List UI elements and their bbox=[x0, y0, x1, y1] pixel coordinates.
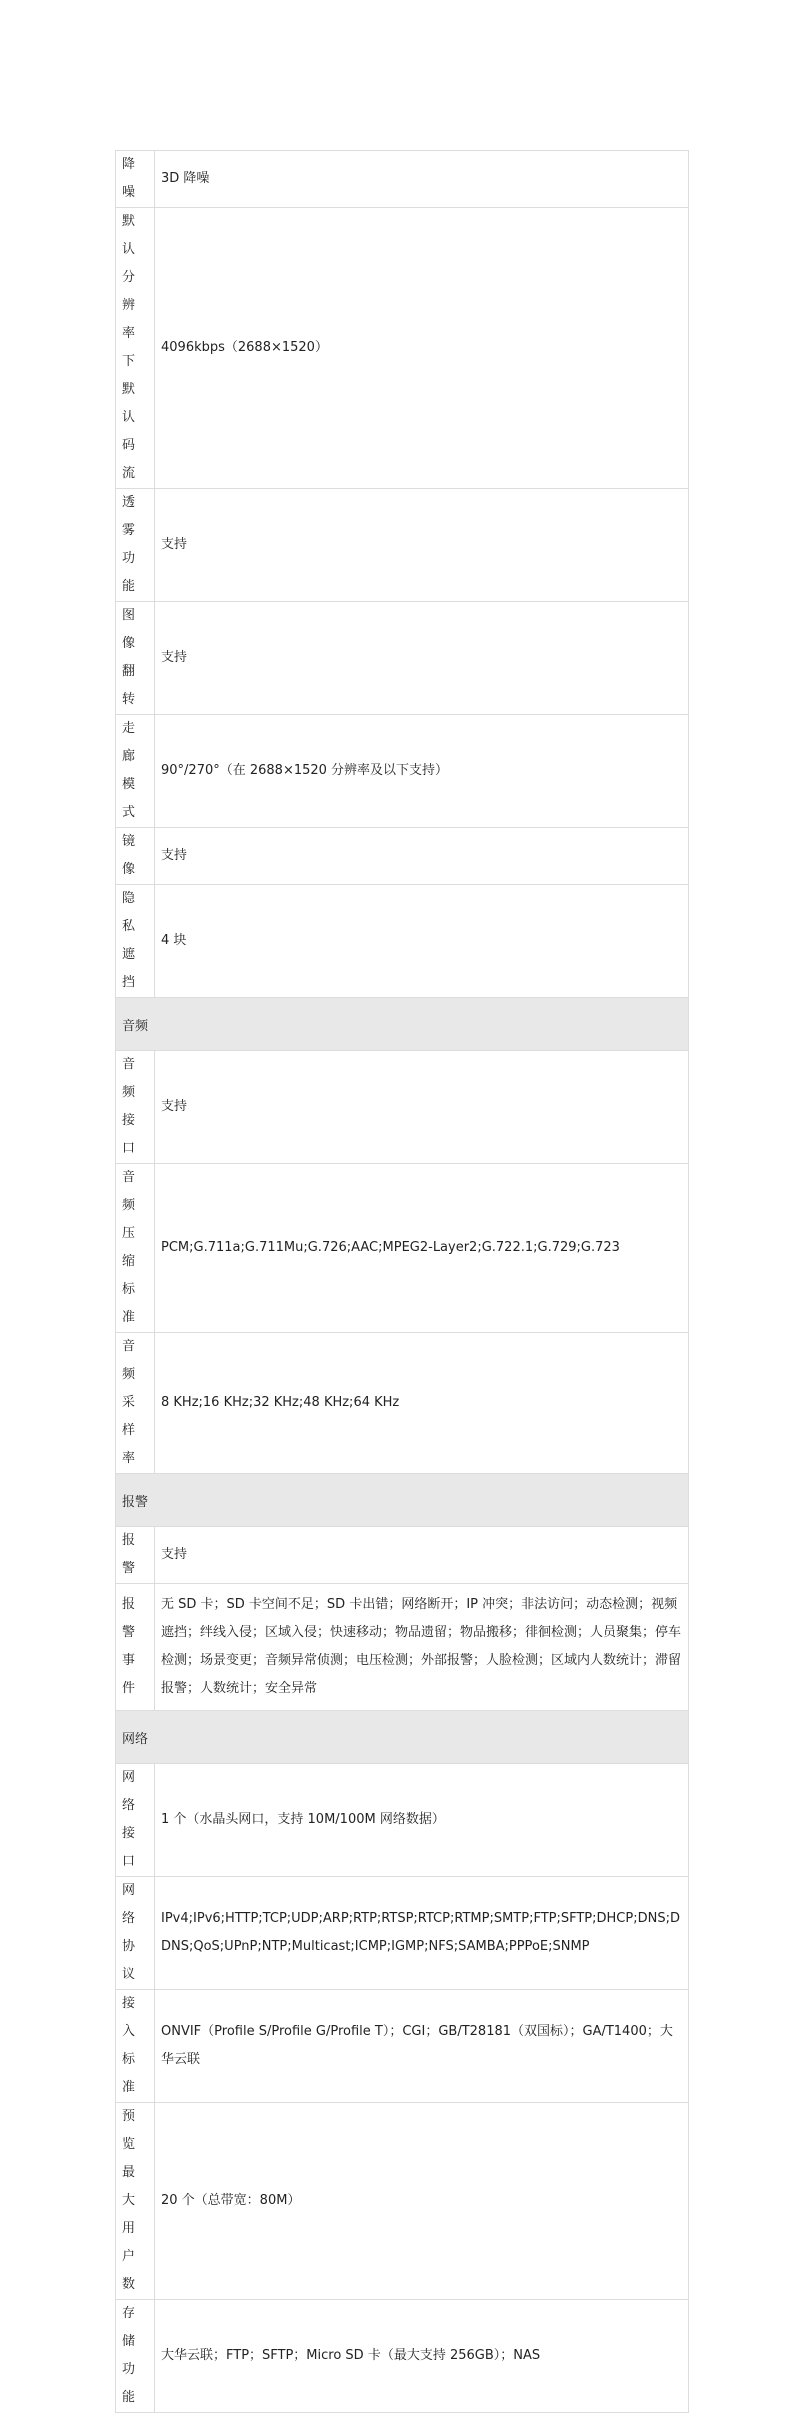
spec-row bbox=[116, 1333, 689, 1474]
spec-value: 3D 降噪 bbox=[155, 151, 689, 208]
section-header-row bbox=[116, 1711, 689, 1764]
spec-value: 20 个（总带宽：80M） bbox=[155, 2103, 689, 2300]
spec-value: 大华云联；FTP；SFTP；Micro SD 卡（最大支持 256GB）；NAS bbox=[155, 2300, 689, 2413]
spec-value: 支持 bbox=[155, 828, 689, 885]
spec-row bbox=[116, 1164, 689, 1333]
spec-key: 镜像 bbox=[116, 828, 155, 885]
spec-value: 8 KHz;16 KHz;32 KHz;48 KHz;64 KHz bbox=[155, 1333, 689, 1474]
spec-value: 1 个（水晶头网口，支持 10M/100M 网络数据） bbox=[155, 1764, 689, 1877]
spec-row bbox=[116, 602, 689, 715]
spec-row bbox=[116, 715, 689, 828]
spec-key: 存储功能 bbox=[116, 2300, 155, 2413]
spec-row bbox=[116, 489, 689, 602]
spec-key: 接入标准 bbox=[116, 1990, 155, 2103]
spec-key: 音频压缩标准 bbox=[116, 1164, 155, 1333]
spec-value: 无 SD 卡；SD 卡空间不足；SD 卡出错；网络断开；IP 冲突；非法访问；动态检测；视频遮挡；绊线入侵；区域入侵；快速移动；物品遗留；物品搬移；徘徊检测；人员聚集；停车检测；场景变更；音频异常侦测；电压检测；外部报警；人脸检测；区域内人数统计；滞留报警；人数统计；安全异常 bbox=[155, 1584, 689, 1711]
spec-value: ONVIF（Profile S/Profile G/Profile T）；CGI；GB/T28181（双国标）；GA/T1400；大华云联 bbox=[155, 1990, 689, 2103]
spec-key: 报警事件 bbox=[116, 1584, 155, 1711]
spec-key: 降噪 bbox=[116, 151, 155, 208]
spec-key: 隐私遮挡 bbox=[116, 885, 155, 998]
spec-table-body bbox=[116, 151, 689, 2413]
spec-row bbox=[116, 1990, 689, 2103]
spec-row bbox=[116, 1584, 689, 1711]
section-title: 音频 bbox=[116, 998, 689, 1051]
spec-key: 音频采样率 bbox=[116, 1333, 155, 1474]
spec-key: 音频接口 bbox=[116, 1051, 155, 1164]
spec-key: 默认分辨率下默认码流 bbox=[116, 208, 155, 489]
spec-key: 报警 bbox=[116, 1527, 155, 1584]
spec-row bbox=[116, 151, 689, 208]
spec-value: IPv4;IPv6;HTTP;TCP;UDP;ARP;RTP;RTSP;RTCP;RTMP;SMTP;FTP;SFTP;DHCP;DNS;DDNS;QoS;UPnP;NTP;Multicast;ICMP;IGMP;NFS;SAMBA;PPPoE;SNMP bbox=[155, 1877, 689, 1990]
spec-key: 网络协议 bbox=[116, 1877, 155, 1990]
section-title: 报警 bbox=[116, 1474, 689, 1527]
spec-value: 支持 bbox=[155, 1051, 689, 1164]
spec-key: 图像翻转 bbox=[116, 602, 155, 715]
spec-value: 支持 bbox=[155, 489, 689, 602]
section-title: 网络 bbox=[116, 1711, 689, 1764]
spec-value: 支持 bbox=[155, 1527, 689, 1584]
spec-row bbox=[116, 1051, 689, 1164]
spec-row bbox=[116, 1764, 689, 1877]
spec-table bbox=[115, 150, 689, 2413]
section-header-row bbox=[116, 1474, 689, 1527]
spec-value: PCM;G.711a;G.711Mu;G.726;AAC;MPEG2-Layer2;G.722.1;G.729;G.723 bbox=[155, 1164, 689, 1333]
spec-row bbox=[116, 1877, 689, 1990]
spec-key: 预览最大用户数 bbox=[116, 2103, 155, 2300]
spec-row bbox=[116, 2300, 689, 2413]
spec-value: 支持 bbox=[155, 602, 689, 715]
section-header-row bbox=[116, 998, 689, 1051]
spec-row bbox=[116, 208, 689, 489]
spec-row bbox=[116, 828, 689, 885]
spec-value: 90°/270°（在 2688×1520 分辨率及以下支持） bbox=[155, 715, 689, 828]
spec-row bbox=[116, 2103, 689, 2300]
spec-key: 网络接口 bbox=[116, 1764, 155, 1877]
spec-value: 4096kbps（2688×1520） bbox=[155, 208, 689, 489]
spec-row bbox=[116, 1527, 689, 1584]
spec-row bbox=[116, 885, 689, 998]
spec-key: 透雾功能 bbox=[116, 489, 155, 602]
spec-key: 走廊模式 bbox=[116, 715, 155, 828]
spec-value: 4 块 bbox=[155, 885, 689, 998]
